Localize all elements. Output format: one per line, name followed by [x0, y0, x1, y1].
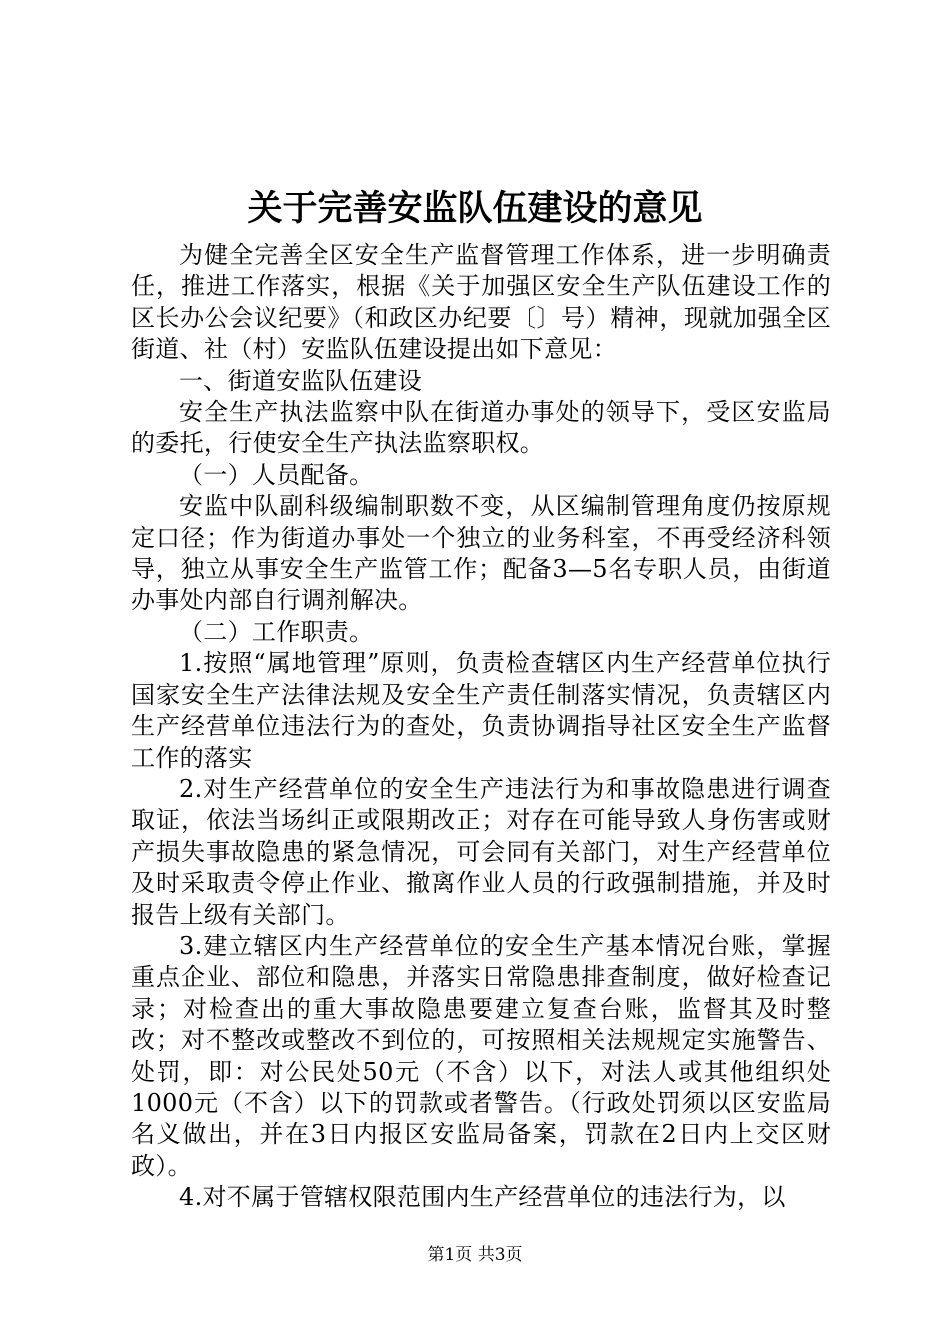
paragraph-intro: 为健全完善全区安全生产监督管理工作体系，进一步明确责任，推进工作落实，根据《关于加强区安全生产队伍建设工作的区长办公会议纪要》（和政区办纪要〔〕号）精神，现就加强全区街道、社（村）安监队伍建设提出如下意见：	[131, 241, 831, 364]
paragraph-duty-2: 2.对生产经营单位的安全生产违法行为和事故隐患进行调查取证，依法当场纠正或限期改正；对存在可能导致人身伤害或财产损失事故隐患的紧急情况，可会同有关部门，对生产经营单位及时采取责令停止作业、撤离作业人员的行政强制措施，并及时报告上级有关部门。	[131, 774, 831, 929]
page-number-footer: 第1页 共3页	[427, 1245, 523, 1265]
paragraph-section-1: 安全生产执法监察中队在街道办事处的领导下，受区安监局的委托，行使安全生产执法监察职权。	[131, 398, 831, 458]
subsection-heading-staffing: （一）人员配备。	[179, 460, 374, 489]
paragraph-staffing: 安监中队副科级编制职数不变，从区编制管理角度仍按原规定口径；作为街道办事处一个独立的业务科室，不再受经济科领导，独立从事安全生产监管工作；配备3—5名专职人员，由街道办事处内部自行调剂解决。	[131, 492, 831, 615]
paragraph-duty-1: 1.按照“属地管理”原则，负责检查辖区内生产经营单位执行国家安全生产法律法规及安全生产责任制落实情况，负责辖区内生产经营单位违法行为的查处，负责协调指导社区安全生产监督工作的落实	[131, 649, 831, 772]
subsection-heading-duties: （二）工作职责。	[179, 617, 374, 646]
section-heading-1: 一、街道安监队伍建设	[179, 366, 422, 395]
document-title: 关于完善安监队伍建设的意见	[247, 188, 703, 229]
document-body	[131, 240, 831, 1214]
paragraph-duty-4: 4.对不属于管辖权限范围内生产经营单位的违法行为，以	[179, 1183, 786, 1212]
paragraph-duty-3: 3.建立辖区内生产经营单位的安全生产基本情况台账，掌握重点企业、部位和隐患，并落实日常隐患排查制度，做好检查记录；对检查出的重大事故隐患要建立复查台账，监督其及时整改；对不整改或整改不到位的，可按照相关法规规定实施警告、处罚，即：对公民处50元（不含）以下，对法人或其他组织处1000元（不含）以下的罚款或者警告。（行政处罚须以区安监局名义做出，并在3日内报区安监局备案，罚款在2日内上交区财政）。	[131, 931, 831, 1180]
